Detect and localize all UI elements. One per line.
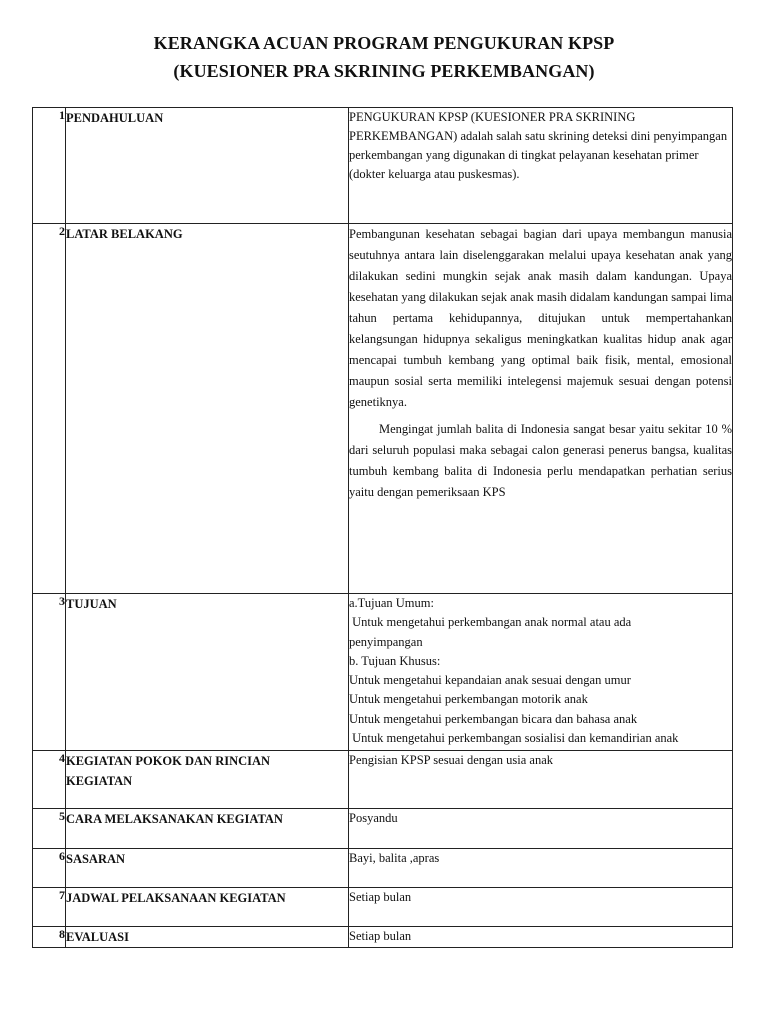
table-row (33, 809, 733, 849)
row-number: 3 (33, 594, 66, 751)
objective-line: Untuk mengetahui perkembangan sosialisi dan kemandirian anak (349, 731, 679, 746)
row-content: Setiap bulan (349, 927, 733, 948)
objective-line: Untuk mengetahui perkembangan bicara dan bahasa anak (349, 711, 638, 726)
document-subtitle: (KUESIONER PRA SKRINING PERKEMBANGAN) (173, 61, 595, 81)
row-label: SASARAN (66, 849, 349, 888)
row-number: 7 (33, 888, 66, 927)
table-row (33, 751, 733, 809)
table-row (33, 224, 733, 594)
objective-line: penyimpangan (349, 634, 423, 649)
row-content: Setiap bulan (349, 888, 733, 927)
row-content: PENGUKURAN KPSP (KUESIONER PRA SKRINING PERKEMBANGAN) adalah salah satu skrining deteksi dini penyimpangan perkembangan yang digunakan di tingkat pelayanan kesehatan primer (dokter keluarga atau puskesmas). (349, 108, 733, 224)
row-content (349, 224, 733, 594)
row-content: Bayi, balita ,apras (349, 849, 733, 888)
table-row (33, 849, 733, 888)
row-label: EVALUASI (66, 927, 349, 948)
row-number: 8 (33, 927, 66, 948)
row-label: TUJUAN (66, 594, 349, 751)
row-label: PENDAHULUAN (66, 108, 349, 224)
row-content (349, 594, 733, 751)
row-number: 5 (33, 809, 66, 849)
row-content: Posyandu (349, 809, 733, 849)
row-label: CARA MELAKSANAKAN KEGIATAN (66, 809, 349, 849)
row-label: KEGIATAN POKOK DAN RINCIAN KEGIATAN (66, 751, 349, 809)
row-content: Pengisian KPSP sesuai dengan usia anak (349, 751, 733, 809)
row-number: 2 (33, 224, 66, 594)
row-number: 4 (33, 751, 66, 809)
table-row (33, 594, 733, 751)
document-title: KERANGKA ACUAN PROGRAM PENGUKURAN KPSP (153, 33, 615, 53)
background-paragraph: Mengingat jumlah balita di Indonesia sangat besar yaitu sekitar 10 % dari seluruh populasi maka sebagai calon generasi penerus bangsa, kualitas tumbuh kembang balita di Indonesia perlu mendapatkan perhatian serius yaitu dengan pemeriksaan KPS (349, 422, 732, 499)
objective-line: Untuk mengetahui perkembangan motorik anak (349, 692, 588, 707)
row-label: LATAR BELAKANG (66, 224, 349, 594)
row-number: 1 (33, 108, 66, 224)
objective-line: a.Tujuan Umum: (349, 596, 434, 610)
objective-line: Untuk mengetahui perkembangan anak normal atau ada (349, 615, 632, 630)
row-label: JADWAL PELAKSANAAN KEGIATAN (66, 888, 349, 927)
table-row (33, 108, 733, 224)
objective-line: b. Tujuan Khusus: (349, 653, 441, 668)
terms-of-reference-table (32, 107, 733, 948)
table-row (33, 888, 733, 927)
row-number: 6 (33, 849, 66, 888)
background-paragraph: Pembangunan kesehatan sebagai bagian dari upaya membangun manusia seutuhnya antara lain diselenggarakan melalui upaya kesehatan anak yang dilakukan sedini mungkin sejak anak masih dalam kandungan. Upaya kesehatan yang dilakukan sejak anak masih didalam kandungan sampai lima tahun pertama kehidupannya, ditujukan untuk mempertahankan kelangsungan hidupnya sekaligus meningkatkan kualitas hidup anak agar mencapai tumbuh kembang yang optimal baik fisik, mental, emosional maupun sosial serta memiliki intelegensi majemuk sesuai dengan potensi genetiknya. (349, 227, 732, 409)
table-row (33, 927, 733, 948)
objective-line: Untuk mengetahui kepandaian anak sesuai dengan umur (349, 673, 631, 688)
